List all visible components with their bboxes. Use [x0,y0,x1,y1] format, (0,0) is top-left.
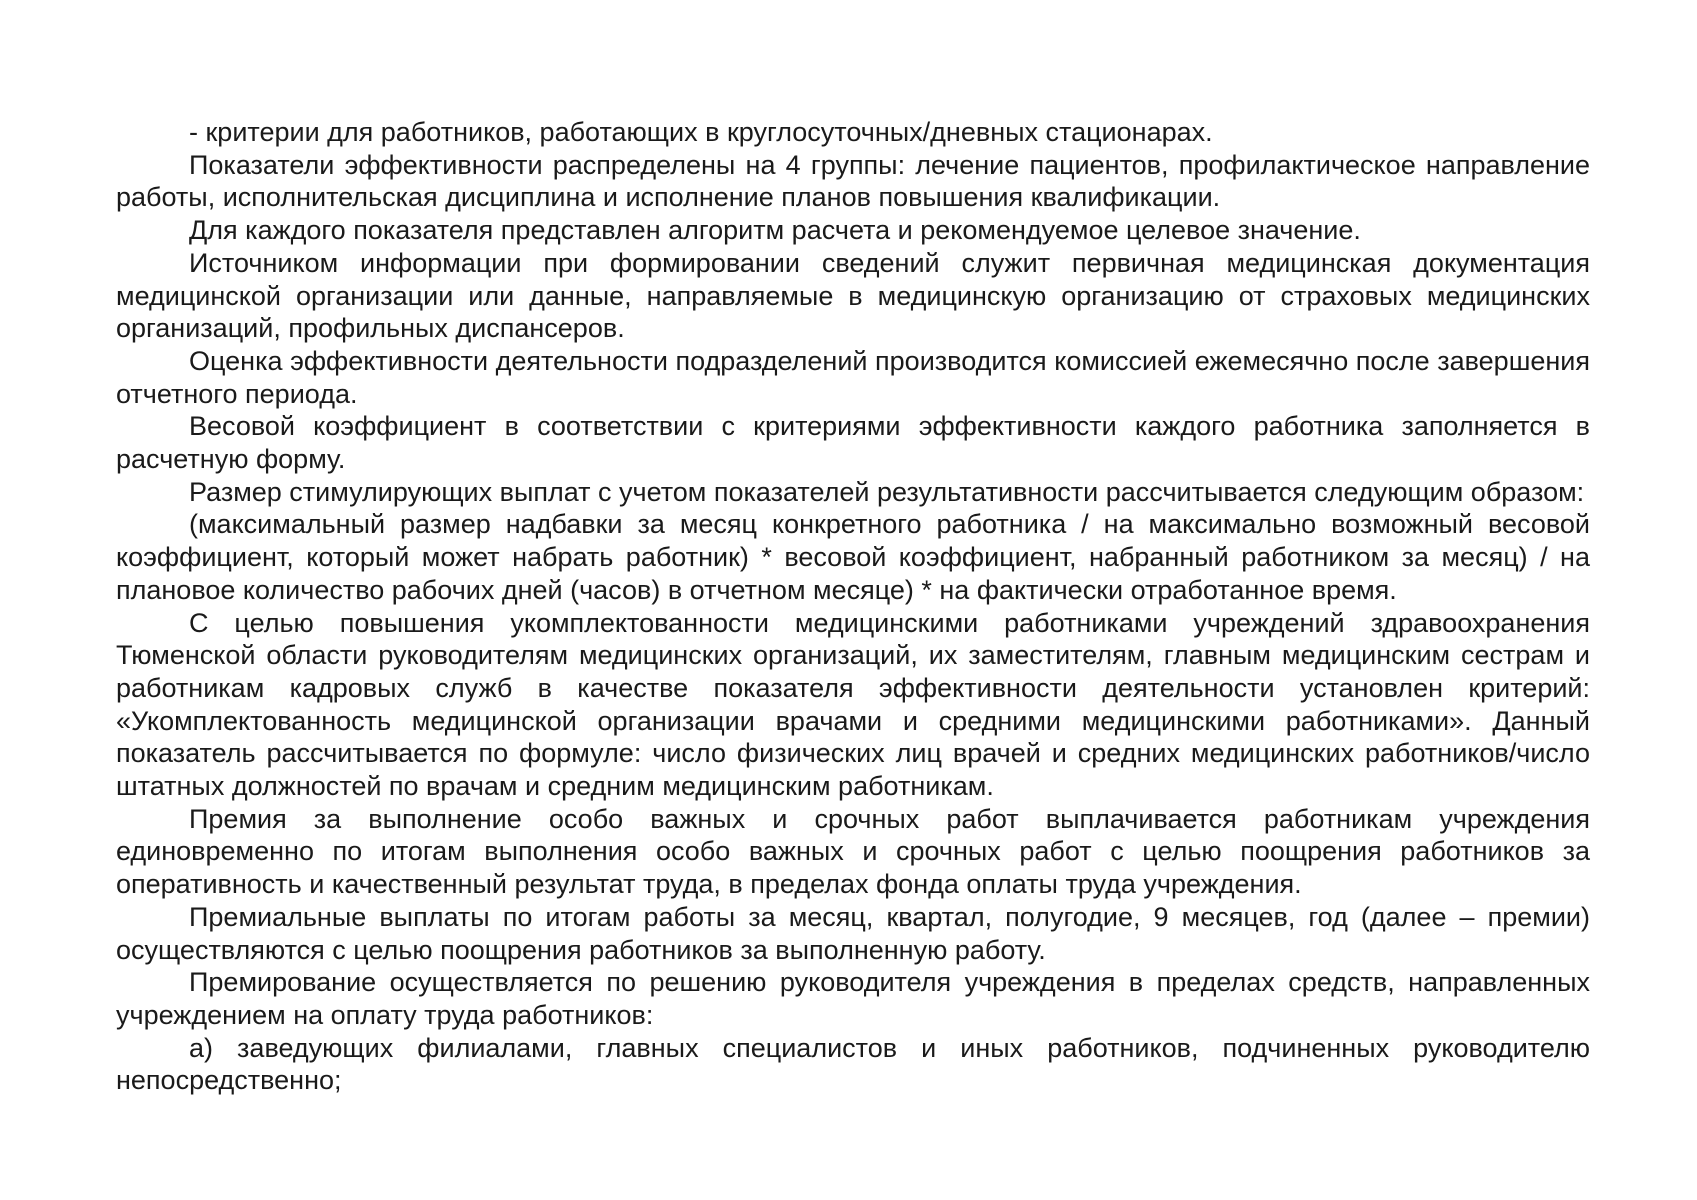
paragraph-efficiency-assessment: Оценка эффективности деятельности подразделений производится комиссией ежемесячно после завершения отчетного периода. [116,345,1590,409]
paragraph-criteria-stationary: - критерии для работников, работающих в круглосуточных/дневных стационарах. [189,117,1213,147]
paragraph-staffing-criterion: С целью повышения укомплектованности медицинскими работниками учреждений здравоохранения Тюменской области руководителям медицинских организаций, их заместителям, главным медицинским сестрам и работникам кадровых служб в качестве показателя эффективности деятельности установлен критерий: «Укомплектованность медицинской организации врачами и средними медицинскими работниками». Данный показатель рассчитывается по формуле: число физических лиц врачей и средних медицинских работников/число штатных должностей по врачам и средним медицинским работникам. [116,607,1590,802]
paragraph-item-a: а) заведующих филиалами, главных специалистов и иных работников, подчиненных руководителю непосредственно; [116,1032,1590,1096]
paragraph-periodic-bonuses: Премиальные выплаты по итогам работы за месяц, квартал, полугодие, 9 месяцев, год (далее – премии) осуществляются с целью поощрения работников за выполненную работу. [116,901,1590,965]
paragraph-bonus-decision: Премирование осуществляется по решению руководителя учреждения в пределах средств, направленных учреждением на оплату труда работников: [116,967,1590,1030]
paragraph-urgent-work-bonus: Премия за выполнение особо важных и срочных работ выплачивается работникам учреждения единовременно по итогам выполнения особо важных и срочных работ с целью поощрения работников за оперативность и качественный результат труда, в пределах фонда оплаты труда учреждения. [116,803,1590,900]
paragraph-payment-size: Размер стимулирующих выплат с учетом показателей результативности рассчитывается следующим образом: [189,476,1585,507]
paragraph-weight-coefficient: Весовой коэффициент в соответствии с критериями эффективности каждого работника заполняется в расчетную форму. [116,411,1590,475]
paragraph-formula: (максимальный размер надбавки за месяц конкретного работника / на максимально возможный весовой коэффициент, который может набрать работник) * весовой коэффициент, набранный работником за месяц) / на плановое количество рабочих дней (часов) в отчетном месяце) * на фактически отработанное время. [116,509,1590,605]
paragraph-information-source: Источником информации при формировании сведений служит первичная медицинская документация медицинской организации или данные, направляемые в медицинскую организацию от страховых медицинских организаций, профильных диспансеров. [116,247,1590,344]
paragraph-indicator-groups: Показатели эффективности распределены на 4 группы: лечение пациентов, профилактическое направление работы, исполнительская дисциплина и исполнение планов повышения квалификации. [116,149,1590,213]
document-body [116,116,1590,1097]
paragraph-algorithm: Для каждого показателя представлен алгоритм расчета и рекомендуемое целевое значение. [189,215,1361,246]
